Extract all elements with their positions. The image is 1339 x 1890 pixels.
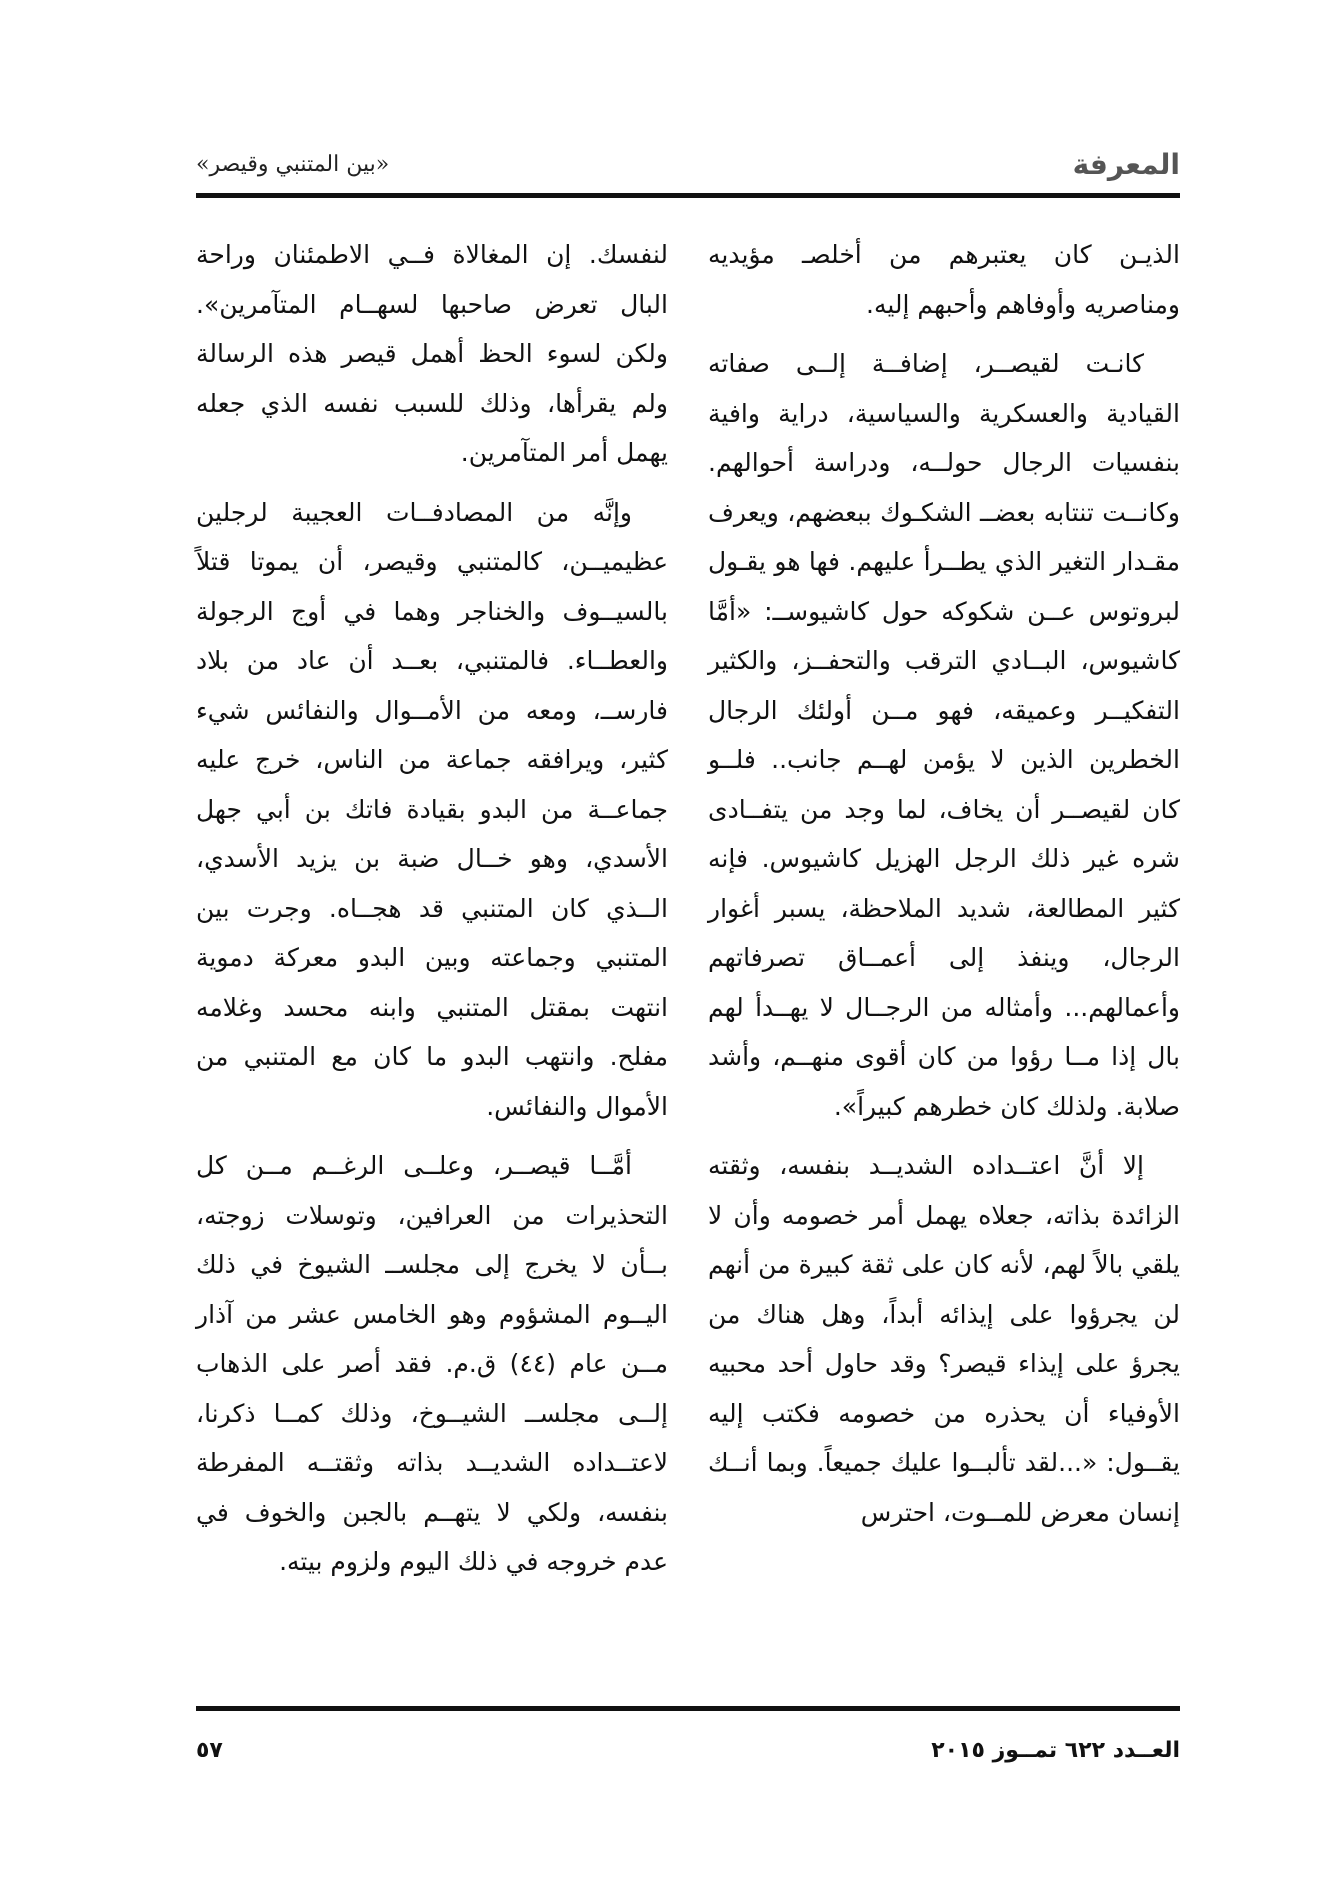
paragraph: وإنَّه من المصادفــات العجيبة لرجلين عظيميــن، كالمتنبي وقيصر، أن يموتا قتلاً بالسيــوف والخناجر وهما في أوج الرجولة والعطــاء. فالمتنبي، بعــد أن عاد من بلاد فارســ، ومعه من الأمــوال والنفائس شيء كثير، ويرافقه جماعة من الناس، خرج عليه جماعــة من البدو بقيادة فاتك بن أبي جهل الأسدي، وهو خــال ضبة بن يزيد الأسدي، الــذي كان المتنبي قد هجــاه. وجرت بين المتنبي وجماعته وبين البدو معركة دموية انتهت بمقتل المتنبي وابنه محسد وغلامه مفلح. وانتهب البدو ما كان مع المتنبي من الأموال والنفائس. — [196, 497, 668, 1121]
page-footer — [196, 1738, 1180, 1772]
page-number: ٥٧ — [196, 1738, 223, 1763]
article-column-right — [708, 230, 1180, 1547]
footer-rule — [196, 1706, 1180, 1711]
magazine-logo: المعرفة — [1072, 148, 1180, 181]
paragraph: أمَّــا قيصــر، وعلــى الرغــم مــن كل التحذيرات من العرافين، وتوسلات زوجته، بــأن لا يخرج إلى مجلســ الشيوخ في ذلك اليــوم المشؤوم وهو الخامس عشر من آذار مــن عام (٤٤) ق.م. فقد أصر على الذهاب إلــى مجلســ الشيــوخ، وذلك كمــا ذكرنا، لاعتــداده الشديــد بذاته وثقتــه المفرطة بنفسه، ولكي لا يتهــم بالجبن والخوف في عدم خروجه في ذلك اليوم ولزوم بيته. — [196, 1151, 669, 1576]
header-rule — [196, 193, 1180, 198]
issue-info: العــدد ٦٢٢ تمــوز ٢٠١٥ — [931, 1738, 1180, 1763]
paragraph: إلا أنَّ اعتــداده الشديــد بنفسه، وثقته الزائدة بذاته، جعلاه يهمل أمر خصومه وأن لا يلقي بالاً لهم، لأنه كان على ثقة كبيرة من أنهم لن يجرؤوا على إيذائه أبداً، وهل هناك من يجرؤ على إيذاء قيصر؟ وقد حاول أحد محبيه الأوفياء أن يحذره من خصومه فكتب إليه يقــول: «...لقد تألبــوا عليك جميعاً. وبما أنــك إنسان معرض للمــوت، احترس — [708, 1151, 1180, 1527]
running-title: «بين المتنبي وقيصر» — [196, 152, 390, 177]
page-header — [196, 148, 1180, 188]
paragraph: الذيـن كان يعتبرهم من أخلصـ مؤيديه ومناصريه وأوفاهم وأحبهم إليه. — [708, 240, 1180, 319]
paragraph: كانـت لقيصــر، إضافــة إلــى صفاته القيادية والعسكرية والسياسية، دراية وافية بنفسيات الرجال حولــه، ودراسة أحوالهم. وكانــت تنتابه بعضــ الشكـوك ببعضهم، ويعرف مقـدار التغير الذي يطــرأ عليهم. فها هو يقـول لبروتوس عــن شكوكه حول كاشيوســ: «أمَّا كاشيوس، البــادي الترقب والتحفــز، والكثير التفكيــر وعميقه، فهو مــن أولئك الرجال الخطرين الذين لا يؤمن لهــم جانب.. فلــو كان لقيصــر أن يخاف، لما وجد من يتفــادى شره غير ذلك الرجل الهزيل كاشيوس. فإنه كثير المطالعة، شديد الملاحظة، يسبر أغوار الرجال، وينفذ إلى أعمــاق تصرفاتهم وأعمالهم... وأمثاله من الرجــال لا يهــدأ لهم بال إذا مــا رؤوا من كان أقوى منهــم، وأشد صلابة. ولذلك كان خطرهم كبيراً». — [708, 349, 1180, 1121]
article-column-left — [196, 230, 668, 1597]
paragraph: لنفسك. إن المغالاة فــي الاطمئنان وراحة البال تعرض صاحبها لسهــام المتآمرين». ولكن لسوء الحظ أهمل قيصر هذه الرسالة ولم يقرأها، وذلك للسبب نفسه الذي جعله يهمل أمر المتآمرين. — [196, 240, 668, 467]
